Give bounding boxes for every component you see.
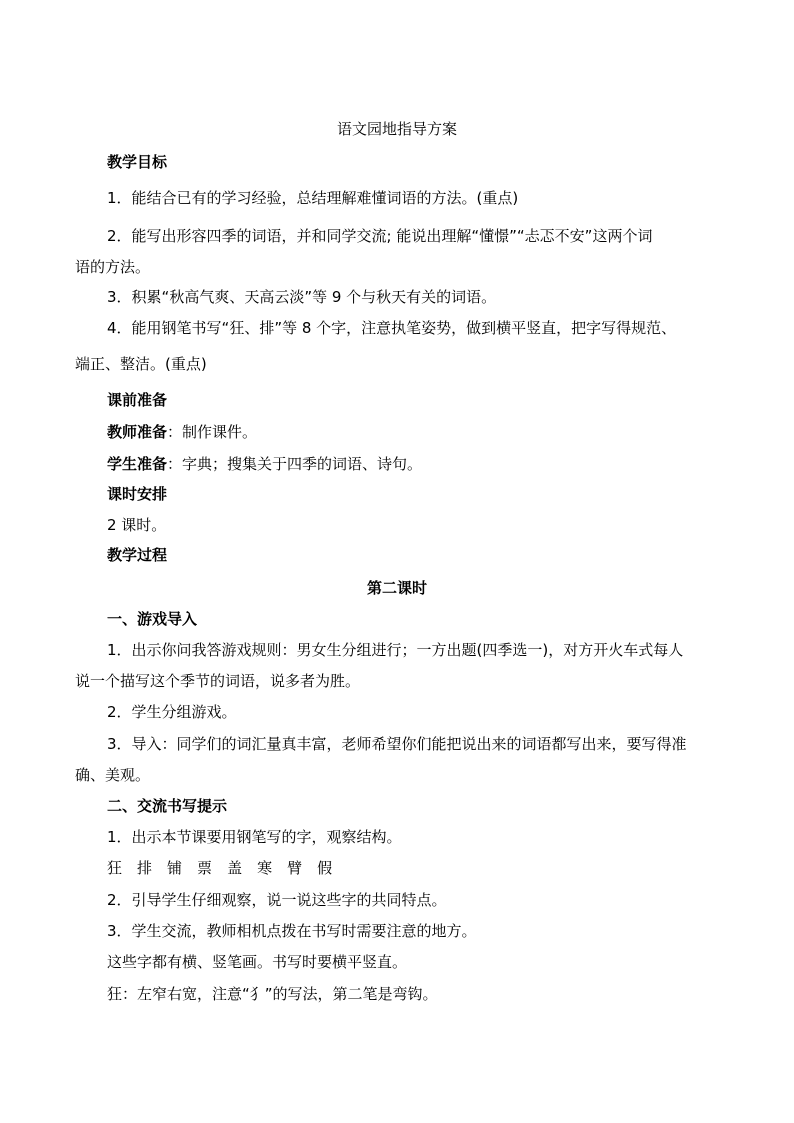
schedule-text: 2 课时。 bbox=[107, 516, 167, 534]
character-item: 票 bbox=[197, 859, 213, 877]
character-item: 寒 bbox=[257, 859, 273, 877]
section-heading-prep: 课前准备 bbox=[107, 391, 168, 409]
section2-line-5: 狂：左窄右宽，注意“犭”的写法，第二笔是弯钩。 bbox=[107, 985, 438, 1003]
section-heading-process: 教学过程 bbox=[107, 546, 168, 564]
student-prep bbox=[107, 454, 422, 474]
goal-item-3: 3．积累“秋高气爽、天高云淡”等 9 个与秋天有关的词语。 bbox=[107, 288, 497, 306]
character-item: 盖 bbox=[227, 859, 243, 877]
character-item: 排 bbox=[137, 859, 153, 877]
character-item: 假 bbox=[317, 859, 333, 877]
teacher-prep bbox=[107, 422, 257, 442]
section2-line-3: 3．学生交流，教师相机点拨在书写时需要注意的地方。 bbox=[107, 922, 477, 940]
goal-item-2-cont: 语的方法。 bbox=[75, 258, 151, 276]
section1-line-3: 3．导入：同学们的词汇量真丰富，老师希望你们能把说出来的词语都写出来，要写得准 bbox=[107, 735, 687, 753]
teacher-prep-text: ：制作课件。 bbox=[167, 423, 258, 441]
lesson-title: 第二课时 bbox=[366, 579, 427, 597]
goal-item-4: 4．能用钢笔书写“狂、排”等 8 个字，注意执笔姿势，做到横平竖直，把字写得规范、 bbox=[107, 319, 677, 337]
section2-line-2: 2．引导学生仔细观察，说一说这些字的共同特点。 bbox=[107, 891, 447, 909]
section-heading-goals: 教学目标 bbox=[107, 153, 168, 171]
student-prep-text: ：字典；搜集关于四季的词语、诗句。 bbox=[167, 455, 423, 473]
goal-item-4-cont: 端正、整洁。(重点) bbox=[75, 355, 207, 373]
character-item: 铺 bbox=[167, 859, 183, 877]
section1-line-2: 2．学生分组游戏。 bbox=[107, 703, 237, 721]
goal-item-1: 1．能结合已有的学习经验，总结理解难懂词语的方法。(重点) bbox=[107, 189, 519, 207]
character-item: 狂 bbox=[107, 859, 123, 877]
section2-line-1: 1．出示本节课要用钢笔写的字，观察结构。 bbox=[107, 828, 402, 846]
section1-heading: 一、游戏导入 bbox=[107, 610, 198, 628]
student-prep-label: 学生准备 bbox=[107, 455, 168, 473]
page-title: 语文园地指导方案 bbox=[336, 120, 457, 138]
goal-item-2: 2．能写出形容四季的词语，并和同学交流; 能说出理解“懂憬”“忐忑不安”这两个词 bbox=[107, 227, 653, 245]
character-list bbox=[107, 858, 347, 878]
section-heading-schedule: 课时安排 bbox=[107, 485, 168, 503]
character-item: 臂 bbox=[287, 859, 303, 877]
section2-heading: 二、交流书写提示 bbox=[107, 797, 228, 815]
section1-line-3-cont: 确、美观。 bbox=[75, 766, 151, 784]
section1-line-1-cont: 说一个描写这个季节的词语，说多者为胜。 bbox=[75, 672, 361, 690]
teacher-prep-label: 教师准备 bbox=[107, 423, 168, 441]
section1-line-1: 1．出示你问我答游戏规则：男女生分组进行；一方出题(四季选一)，对方开火车式每人 bbox=[107, 641, 684, 659]
section2-line-4: 这些字都有横、竖笔画。书写时要横平竖直。 bbox=[107, 953, 408, 971]
